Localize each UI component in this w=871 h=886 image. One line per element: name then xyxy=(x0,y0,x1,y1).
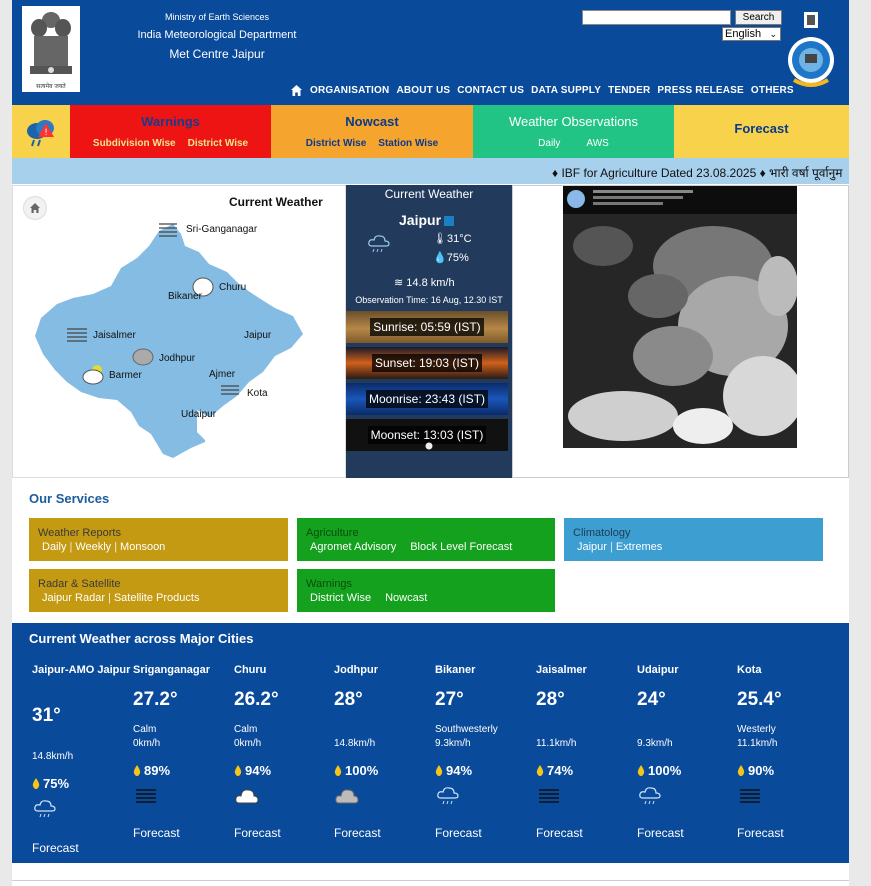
observations-tile[interactable] xyxy=(473,105,674,158)
city-temperature: 24° xyxy=(637,689,666,710)
jaipur-radar-link[interactable]: Jaipur Radar xyxy=(42,592,105,604)
nowcast-district-link[interactable]: District Wise xyxy=(305,138,367,149)
city-humidity xyxy=(737,763,774,778)
nowcast-station-link[interactable]: Station Wise xyxy=(378,138,439,149)
observations-title: Weather Observations xyxy=(508,114,639,129)
city-wind-speed: 11.1km/h xyxy=(536,738,577,749)
separator: | xyxy=(609,541,613,553)
city-humidity-value: 100% xyxy=(648,763,682,778)
city-column xyxy=(133,663,233,840)
city-name[interactable]: Sriganganagar xyxy=(133,664,211,676)
block-level-forecast-link[interactable]: Block Level Forecast xyxy=(410,541,513,553)
rain-cloud-icon xyxy=(32,798,58,820)
page xyxy=(12,0,849,886)
map-title: Current Weather xyxy=(229,195,323,209)
current-temperature xyxy=(433,232,472,245)
map-city-label[interactable]: Jaisalmer xyxy=(93,330,136,341)
centre-name: Met Centre Jaipur xyxy=(169,47,265,61)
warnings-district-link[interactable]: District Wise xyxy=(187,138,249,149)
city-forecast-link[interactable]: Forecast xyxy=(234,826,281,840)
national-emblem-icon xyxy=(22,6,80,92)
water-drop-icon: 💧 xyxy=(433,252,447,264)
separator: | xyxy=(107,592,111,604)
sunset-row xyxy=(346,347,508,379)
current-weather-panel xyxy=(346,185,512,478)
city-forecast-link[interactable]: Forecast xyxy=(133,826,180,840)
current-city xyxy=(399,212,454,228)
nav-others[interactable]: OTHERS xyxy=(750,84,794,96)
warnings-subdivision-link[interactable]: Subdivision Wise xyxy=(92,138,176,149)
warnings-card-title: Warnings xyxy=(306,578,353,590)
separator: | xyxy=(114,541,118,553)
city-temperature: 31° xyxy=(32,705,61,726)
city-wind-speed: 0km/h xyxy=(133,738,161,749)
svg-text:!: ! xyxy=(44,128,48,138)
city-humidity-value: 94% xyxy=(245,763,272,778)
forecast-title: Forecast xyxy=(734,121,789,136)
city-forecast-link[interactable]: Forecast xyxy=(435,826,482,840)
main-nav xyxy=(290,82,794,98)
weather-reports-monsoon-link[interactable]: Monsoon xyxy=(120,541,166,553)
city-humidity-value: 90% xyxy=(748,763,775,778)
city-humidity xyxy=(637,763,681,778)
map-city-label[interactable]: Churu xyxy=(219,282,247,293)
city-temperature: 27.2° xyxy=(133,689,178,710)
cloudy-icon xyxy=(234,785,260,807)
warning-logo-tile xyxy=(12,105,70,158)
city-forecast-link[interactable]: Forecast xyxy=(334,826,381,840)
city-forecast-link[interactable]: Forecast xyxy=(32,841,79,855)
news-ticker[interactable] xyxy=(12,158,849,184)
nowcast-tile[interactable] xyxy=(271,105,473,158)
sunrise-text: Sunrise: 05:59 (IST) xyxy=(370,318,483,336)
weather-reports-card xyxy=(29,518,288,561)
city-column xyxy=(32,663,132,855)
org-title-block xyxy=(122,12,312,61)
city-humidity xyxy=(133,763,170,778)
city-temperature: 28° xyxy=(536,689,565,710)
current-city-name: Jaipur xyxy=(399,212,442,228)
department-name: India Meteorological Department xyxy=(137,29,297,41)
city-wind-speed: 9.3km/h xyxy=(637,738,673,749)
category-bar xyxy=(12,105,849,158)
warnings-title: Warnings xyxy=(141,114,200,129)
observations-daily-link[interactable]: Daily xyxy=(538,138,561,149)
city-wind-speed: 14.8km/h xyxy=(32,751,74,762)
haze-icon xyxy=(536,785,562,807)
weather-reports-daily-link[interactable]: Daily xyxy=(42,541,67,553)
sunrise-row xyxy=(346,311,508,343)
rajasthan-map[interactable] xyxy=(13,186,347,479)
water-drop-icon xyxy=(737,765,745,776)
weather-reports-weekly-link[interactable]: Weekly xyxy=(75,541,112,553)
city-name[interactable]: Kota xyxy=(737,664,762,676)
city-humidity xyxy=(234,763,271,778)
current-humidity xyxy=(433,251,469,264)
weather-reports-title: Weather Reports xyxy=(38,527,121,539)
agromet-advisory-link[interactable]: Agromet Advisory xyxy=(310,541,397,553)
nav-contact-us[interactable]: CONTACT US xyxy=(457,84,525,96)
major-cities-title: Current Weather across Major Cities xyxy=(29,631,254,646)
city-humidity-value: 100% xyxy=(345,763,379,778)
city-forecast-link[interactable]: Forecast xyxy=(637,826,684,840)
city-temperature: 27° xyxy=(435,689,464,710)
city-forecast-link[interactable]: Forecast xyxy=(737,826,784,840)
city-humidity-value: 75% xyxy=(43,776,70,791)
water-drop-icon xyxy=(334,765,342,776)
services-title: Our Services xyxy=(29,491,110,506)
rain-cloud-icon xyxy=(366,233,392,255)
emblem-caption: सत्यमेव जयते xyxy=(36,83,66,90)
separator: | xyxy=(69,541,73,553)
map-city-label[interactable]: Jodhpur xyxy=(159,353,196,364)
city-column xyxy=(637,663,737,840)
city-wind-speed: 11.1km/h xyxy=(737,738,778,749)
city-temperature: 28° xyxy=(334,689,363,710)
city-humidity xyxy=(32,776,69,791)
imd-logo-icon xyxy=(786,10,836,90)
city-forecast-link[interactable]: Forecast xyxy=(536,826,583,840)
nav-tender[interactable]: TENDER xyxy=(608,84,651,96)
language-value: English xyxy=(725,28,762,40)
nowcast-title: Nowcast xyxy=(345,114,399,129)
city-humidity xyxy=(435,763,472,778)
warnings-tile[interactable] xyxy=(70,105,271,158)
nav-data-supply[interactable]: DATA SUPPLY xyxy=(531,84,602,96)
map-city-label[interactable]: Sri-Ganganagar xyxy=(186,224,258,235)
nav-organisation[interactable]: ORGANISATION xyxy=(310,84,390,96)
rain-warning-icon xyxy=(24,115,58,149)
rajasthan-map-panel xyxy=(12,185,346,478)
map-city-label[interactable]: Kota xyxy=(247,388,268,399)
city-humidity-value: 94% xyxy=(446,763,473,778)
haze-icon xyxy=(133,785,159,807)
site-header xyxy=(12,0,849,105)
rain-cloud-icon xyxy=(637,785,663,807)
map-city-label[interactable]: Bikaner xyxy=(168,291,202,302)
warnings-nowcast-link[interactable]: Nowcast xyxy=(385,592,428,604)
city-column xyxy=(334,663,434,840)
sunset-text: Sunset: 19:03 (IST) xyxy=(372,354,482,372)
map-city-label[interactable]: Barmer xyxy=(109,370,142,381)
current-weather-title: Current Weather xyxy=(384,187,474,201)
city-temperature: 26.2° xyxy=(234,689,279,710)
water-drop-icon xyxy=(435,765,443,776)
chevron-down-icon: ⌄ xyxy=(769,29,777,39)
agriculture-card xyxy=(297,518,555,561)
city-column xyxy=(737,663,837,840)
city-humidity-value: 89% xyxy=(144,763,171,778)
moonrise-row xyxy=(346,383,508,415)
water-drop-icon xyxy=(32,778,40,789)
city-wind-speed: 0km/h xyxy=(234,738,262,749)
moonrise-text: Moonrise: 23:43 (IST) xyxy=(366,390,488,408)
city-column xyxy=(234,663,334,840)
satellite-panel xyxy=(512,185,849,478)
city-humidity xyxy=(536,763,573,778)
city-temperature: 25.4° xyxy=(737,689,782,710)
ministry-name: Ministry of Earth Sciences xyxy=(164,12,270,22)
city-wind-direction: Southwesterly xyxy=(435,724,498,735)
divider xyxy=(12,880,849,881)
overcast-icon xyxy=(133,349,153,365)
forecast-tile[interactable] xyxy=(674,105,849,158)
city-name[interactable]: Churu xyxy=(234,664,267,676)
current-temp-value: 31°C xyxy=(446,233,472,245)
search-button[interactable]: Search xyxy=(735,10,782,25)
water-drop-icon xyxy=(234,765,242,776)
climatology-card xyxy=(564,518,823,561)
city-wind-speed: 9.3km/h xyxy=(435,738,471,749)
warnings-district-wise-link[interactable]: District Wise xyxy=(310,592,372,604)
city-name[interactable]: Udaipur xyxy=(637,664,679,676)
map-city-label[interactable]: Jaipur xyxy=(244,330,272,341)
rain-cloud-icon xyxy=(435,785,461,807)
haze-icon xyxy=(737,785,763,807)
city-name[interactable]: Jodhpur xyxy=(334,664,378,676)
city-column xyxy=(536,663,636,840)
current-wind xyxy=(394,276,455,289)
search-input[interactable] xyxy=(582,10,731,25)
wind-icon: ≋ xyxy=(394,277,404,289)
city-column xyxy=(435,663,535,840)
satellite-image[interactable] xyxy=(563,186,797,448)
language-select[interactable] xyxy=(722,27,781,41)
agriculture-title: Agriculture xyxy=(306,527,359,539)
radar-satellite-title: Radar & Satellite xyxy=(38,578,121,590)
city-humidity xyxy=(334,763,378,778)
major-cities-panel xyxy=(12,623,849,863)
city-color-marker xyxy=(444,216,454,226)
current-humidity-value: 75% xyxy=(446,252,469,264)
water-drop-icon xyxy=(536,765,544,776)
thermometer-icon: 🌡 xyxy=(433,233,447,245)
city-name[interactable]: Bikaner xyxy=(435,664,476,676)
city-name[interactable]: Jaipur-AMO Jaipur xyxy=(32,664,131,676)
city-name[interactable]: Jaisalmer xyxy=(536,664,587,676)
nav-about-us[interactable]: ABOUT US xyxy=(396,84,451,96)
city-humidity-value: 74% xyxy=(547,763,574,778)
climatology-extremes-link[interactable]: Extremes xyxy=(615,541,663,553)
moon-icon xyxy=(425,442,433,450)
city-wind-direction: Calm xyxy=(234,724,258,735)
climatology-jaipur-link[interactable]: Jaipur xyxy=(577,541,607,553)
moonset-text: Moonset: 13:03 (IST) xyxy=(368,426,487,444)
satellite-products-link[interactable]: Satellite Products xyxy=(113,592,200,604)
radar-satellite-card xyxy=(29,569,288,612)
city-wind-direction: Westerly xyxy=(737,724,776,735)
home-icon[interactable] xyxy=(290,84,303,97)
climatology-title: Climatology xyxy=(573,527,631,539)
ticker-text[interactable]: ♦ IBF for Agriculture Dated 23.08.2025 ♦ भारी वर्षा पूर्वानुम xyxy=(552,166,843,180)
map-city-label[interactable]: Ajmer xyxy=(209,369,236,380)
city-wind-speed: 14.8km/h xyxy=(334,738,376,749)
current-wind-value: 14.8 km/h xyxy=(406,277,455,289)
map-city-label[interactable]: Udaipur xyxy=(181,409,217,420)
water-drop-icon xyxy=(637,765,645,776)
overcast-icon xyxy=(334,785,360,807)
city-wind-direction: Calm xyxy=(133,724,157,735)
observations-aws-link[interactable]: AWS xyxy=(586,138,609,149)
nav-press-release[interactable]: PRESS RELEASE xyxy=(657,84,744,96)
water-drop-icon xyxy=(133,765,141,776)
warnings-card xyxy=(297,569,555,612)
observation-time: Observation Time: 16 Aug, 12.30 IST xyxy=(355,295,503,305)
